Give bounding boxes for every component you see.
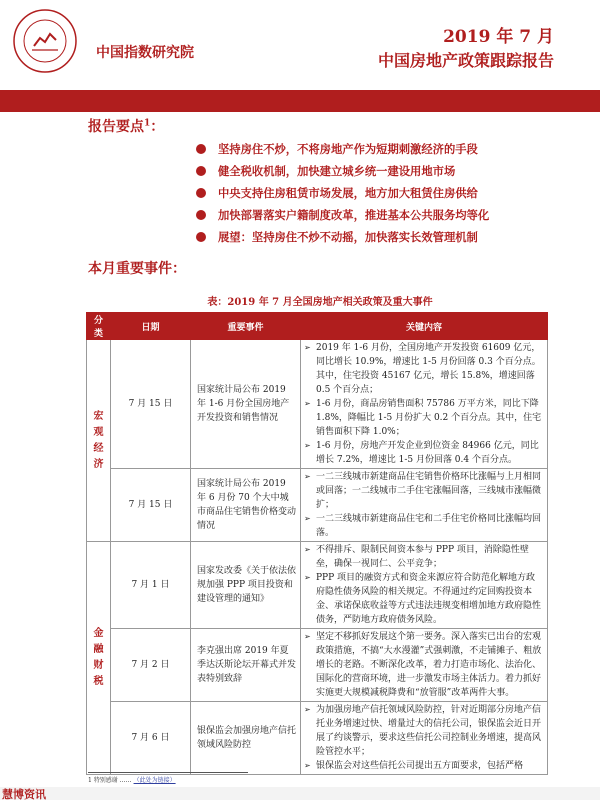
column-header: 关键内容 <box>301 313 548 340</box>
key-content-item: ➢ 为加强房地产信托领域风险防控，针对近期部分房地产信托业务增速过快、增量过大的信托公司，银保监会近日开展了约谈警示，要求这些信托公司控制业务增速，提高风险管控水平； <box>304 703 544 759</box>
date-cell: 7 月 6 日 <box>111 702 191 775</box>
date-cell: 7 月 15 日 <box>111 340 191 469</box>
key-content-cell <box>301 629 548 702</box>
report-date: 2019 年 7 月 <box>443 27 554 47</box>
key-point-item: 中央支持住房租赁市场发展，地方加大租赁住房供给 <box>196 182 489 204</box>
key-content-item: ➢ 不得排斥、限制民间资本参与 PPP 项目，消除隐性壁垒，确保一视同仁、公平竞争； <box>304 543 544 571</box>
table-row <box>87 702 548 775</box>
report-title: 中国房地产政策跟踪报告 <box>377 51 554 70</box>
category-cell: 宏观经济 <box>87 340 111 542</box>
key-content-cell <box>301 542 548 629</box>
key-content-cell <box>301 340 548 469</box>
key-content-cell <box>301 469 548 542</box>
table-row <box>87 469 548 542</box>
column-header: 日期 <box>111 313 191 340</box>
academy-seal-logo <box>12 8 78 74</box>
date-cell: 7 月 1 日 <box>111 542 191 629</box>
date-cell: 7 月 15 日 <box>111 469 191 542</box>
event-cell: 国家统计局公布 2019 年 1-6 月份全国房地产开发投资和销售情况 <box>191 340 301 469</box>
key-point-item: 加快部署落实户籍制度改革，推进基本公共服务均等化 <box>196 204 489 226</box>
footnote-link[interactable]: （此处为链接） <box>133 777 176 784</box>
event-cell: 国家统计局公布 2019 年 6 月份 70 个大中城市商品住宅销售价格变动情况 <box>191 469 301 542</box>
key-content-item: ➢ 1-6 月份，商品房销售面积 75786 万平方米，同比下降 1.8%，降幅比 1-5 月份扩大 0.2 个百分点。其中，住宅销售面积下降 1.0%； <box>304 397 544 439</box>
table-header-row <box>87 313 548 340</box>
key-content-cell <box>301 702 548 775</box>
table-row <box>87 542 548 629</box>
key-points-list <box>196 138 489 248</box>
key-point-item: 坚持房住不炒，不将房地产作为短期刺激经济的手段 <box>196 138 489 160</box>
watermark: 慧博资讯 <box>2 788 46 801</box>
column-header: 分类 <box>87 313 111 340</box>
key-content-item: ➢ PPP 项目的融资方式和资金来源应符合防范化解地方政府隐性债务风险的相关规定。不得通过约定回购投资本金、承诺保底收益等方式违法违规变相增加地方政府隐性债务，严防地方政府债务风险。 <box>304 571 544 627</box>
event-cell: 国家发改委《关于依法依规加强 PPP 项目投资和建设管理的通知》 <box>191 542 301 629</box>
key-content-item: ➢ 坚定不移抓好发展这个第一要务。深入落实已出台的宏观政策措施，不搞“大水漫灌”式强刺激，不走铺摊子、粗放增长的老路。不断深化改革，着力打造市场化、法治化、国际化的营商环境，进一步激发市场主体活力。着力抓好实施更大规模减税降费和“放管服”改革两件大事。 <box>304 630 544 700</box>
events-heading: 本月重要事件： <box>88 261 186 277</box>
table-row <box>87 629 548 702</box>
key-point-item: 展望：坚持房住不炒不动摇，加快落实长效管理机制 <box>196 226 489 248</box>
column-header: 重要事件 <box>191 313 301 340</box>
event-cell: 李克强出席 2019 年夏季达沃斯论坛开幕式并发表特别致辞 <box>191 629 301 702</box>
org-name: 中国指数研究院 <box>96 45 194 61</box>
bottom-strip <box>0 787 600 800</box>
key-point-item: 健全税收机制，加快建立城乡统一建设用地市场 <box>196 160 489 182</box>
footnote-divider <box>88 772 248 773</box>
footnote: 1 特别感谢 …… （此处为链接） <box>88 777 176 784</box>
key-content-item: ➢ 1-6 月份，房地产开发企业到位资金 84966 亿元，同比增长 7.2%，增速比 1-5 月份回落 0.4 个百分点。 <box>304 439 544 467</box>
key-content-item: ➢ 一二三线城市新建商品住宅和二手住宅价格同比涨幅均回落。 <box>304 512 544 540</box>
category-cell: 金融财税 <box>87 542 111 775</box>
event-cell: 银保监会加强房地产信托领域风险防控 <box>191 702 301 775</box>
key-points-heading: 报告要点$^1$： <box>88 118 165 135</box>
key-content-item: ➢ 2019 年 1-6 月份，全国房地产开发投资 61609 亿元，同比增长 10.9%，增速比 1-5 月份回落 0.3 个百分点。其中，住宅投资 45167 亿元，增长 15.8%，增速回落 0.5 个百分点； <box>304 341 544 397</box>
table-caption: 表：2019 年 7 月全国房地产相关政策及重大事件 <box>207 297 433 308</box>
policy-events-table <box>86 312 548 775</box>
key-content-item: ➢ 一二三线城市新建商品住宅销售价格环比涨幅与上月相同或回落；一二线城市二手住宅涨幅回落，三线城市涨幅微扩； <box>304 470 544 512</box>
key-content-item: ➢ 银保监会对这些信托公司提出五方面要求，包括严格 <box>304 759 544 773</box>
date-cell: 7 月 2 日 <box>111 629 191 702</box>
table-row <box>87 340 548 469</box>
header-divider-bar <box>0 90 600 112</box>
